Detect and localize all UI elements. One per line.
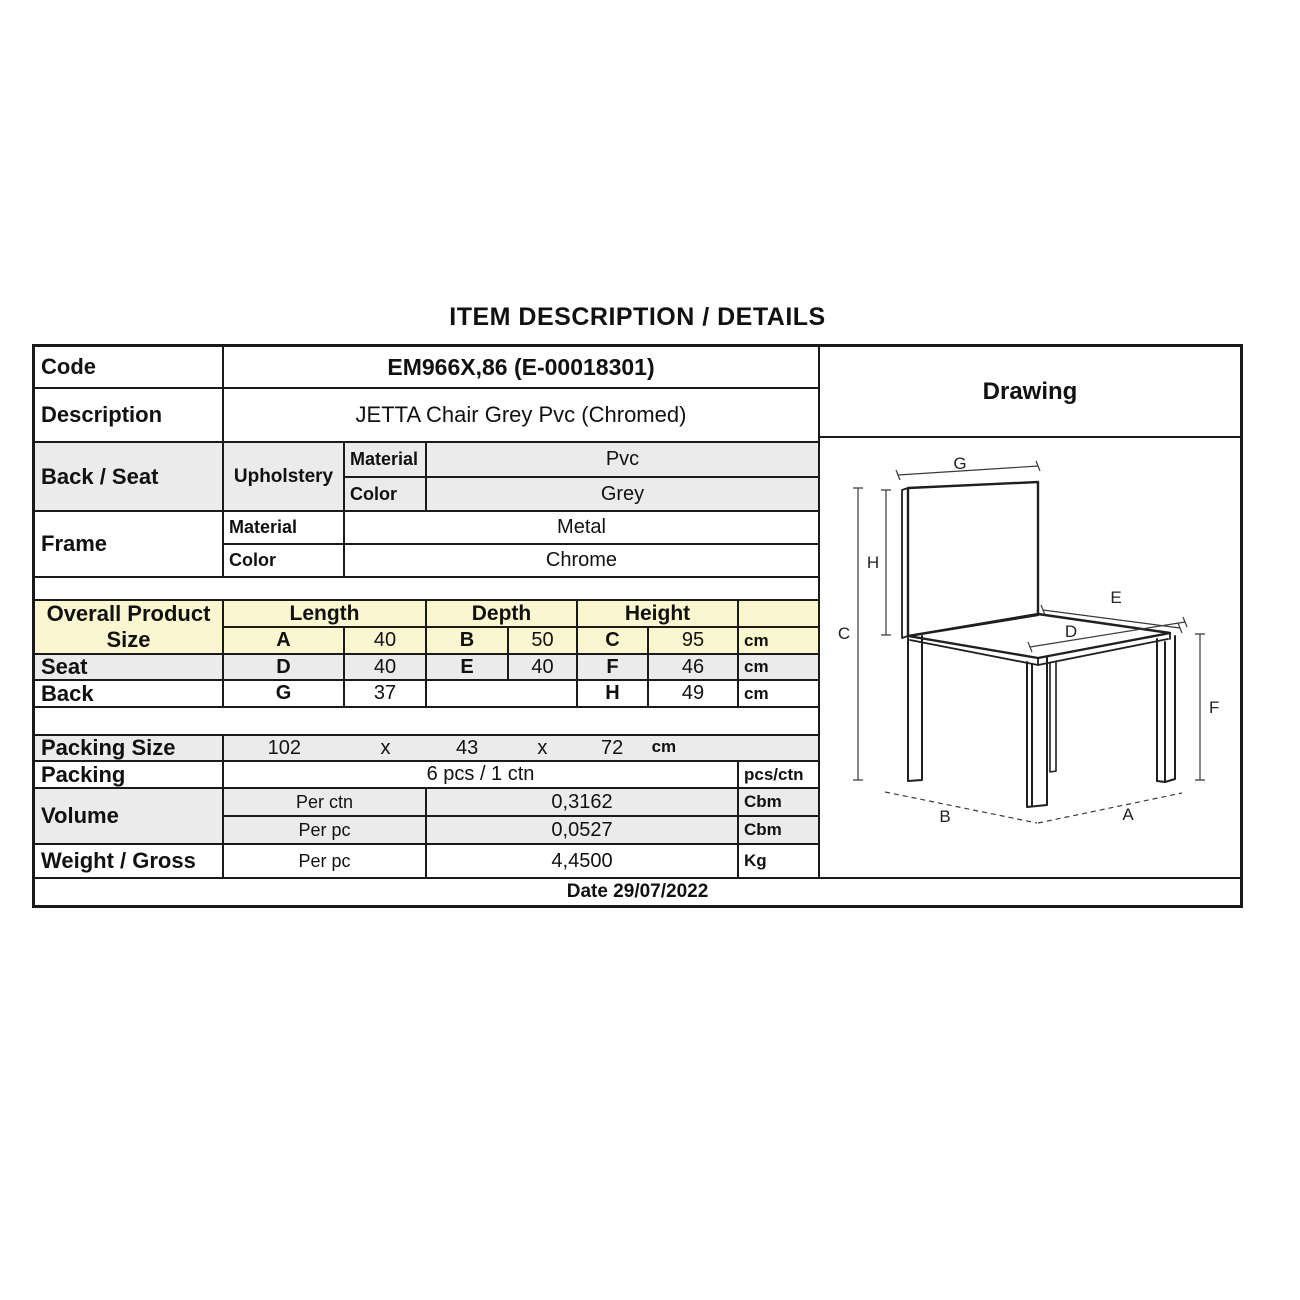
packing-size-v2: 43 bbox=[456, 736, 479, 759]
frame-color-label: Color bbox=[224, 545, 345, 578]
volume-label: Volume bbox=[35, 789, 224, 845]
dim-value: 46 bbox=[649, 655, 739, 681]
chair-drawing bbox=[820, 438, 1240, 872]
dim-key: C bbox=[578, 628, 649, 655]
height-header: Height bbox=[578, 601, 739, 628]
depth-header: Depth bbox=[427, 601, 578, 628]
dim-value: 40 bbox=[509, 655, 578, 681]
frame-label: Frame bbox=[35, 512, 224, 578]
frame-material-value: Metal bbox=[345, 512, 820, 545]
dim-label-e: E bbox=[1110, 588, 1122, 607]
packing-size-v3: 72 bbox=[601, 736, 624, 759]
volume-per-ctn-label: Per ctn bbox=[224, 789, 427, 817]
blank-cell bbox=[427, 681, 578, 708]
volume-per-pc-label: Per pc bbox=[224, 817, 427, 845]
seat-label: Seat bbox=[35, 655, 224, 681]
dim-label-f: F bbox=[1209, 698, 1220, 717]
spec-table bbox=[35, 347, 820, 877]
unit-cell: cm bbox=[739, 655, 820, 681]
overall-product-size-line1: Overall Product bbox=[46, 601, 211, 626]
unit-cell: cm bbox=[739, 681, 820, 708]
dim-key: E bbox=[427, 655, 509, 681]
upholstery-color-value: Grey bbox=[427, 478, 820, 512]
upholstery-material-label: Material bbox=[345, 443, 427, 478]
dim-label-a: A bbox=[1122, 805, 1134, 824]
dim-label-h: H bbox=[866, 553, 880, 572]
packing-size-x2: x bbox=[537, 736, 548, 759]
spacer-row bbox=[35, 708, 820, 736]
dim-value: 37 bbox=[345, 681, 427, 708]
weight-label: Weight / Gross bbox=[35, 845, 224, 877]
unit-cell: cm bbox=[739, 628, 820, 655]
upholstery-label: Upholstery bbox=[224, 443, 345, 512]
drawing-title: Drawing bbox=[820, 347, 1240, 438]
volume-per-pc-value: 0,0527 bbox=[427, 817, 739, 845]
packing-size-v1: 102 bbox=[267, 736, 301, 759]
drawing-panel bbox=[820, 347, 1240, 877]
upholstery-color-label: Color bbox=[345, 478, 427, 512]
code-value: EM966X,86 (E-00018301) bbox=[224, 347, 820, 389]
dim-key: H bbox=[578, 681, 649, 708]
packing-size-unit: cm bbox=[651, 736, 677, 756]
dim-value: 50 bbox=[509, 628, 578, 655]
code-label: Code bbox=[35, 347, 224, 389]
back-label: Back bbox=[35, 681, 224, 708]
sheet-main bbox=[35, 347, 1240, 877]
dim-value: 49 bbox=[649, 681, 739, 708]
length-header: Length bbox=[224, 601, 427, 628]
dim-label-g: G bbox=[953, 454, 967, 473]
unit-cell: Cbm bbox=[739, 789, 820, 817]
dim-label-d: D bbox=[1064, 622, 1078, 641]
dim-key: D bbox=[224, 655, 345, 681]
overall-product-size-line2: Size bbox=[106, 627, 151, 652]
dim-key: A bbox=[224, 628, 345, 655]
date-row: Date 29/07/2022 bbox=[35, 877, 1240, 905]
packing-label: Packing bbox=[35, 762, 224, 789]
upholstery-material-value: Pvc bbox=[427, 443, 820, 478]
dim-key: G bbox=[224, 681, 345, 708]
weight-per-label: Per pc bbox=[224, 845, 427, 877]
dim-key: F bbox=[578, 655, 649, 681]
description-value: JETTA Chair Grey Pvc (Chromed) bbox=[224, 389, 820, 443]
dim-key: B bbox=[427, 628, 509, 655]
overall-product-size-header bbox=[35, 601, 224, 655]
dim-value: 95 bbox=[649, 628, 739, 655]
frame-material-label: Material bbox=[224, 512, 345, 545]
page-title: ITEM DESCRIPTION / DETAILS bbox=[449, 303, 826, 331]
dim-value: 40 bbox=[345, 628, 427, 655]
spec-sheet bbox=[32, 344, 1243, 908]
packing-value: 6 pcs / 1 ctn bbox=[224, 762, 739, 789]
unit-header-blank bbox=[739, 601, 820, 628]
packing-size-x1: x bbox=[380, 736, 391, 759]
dim-label-c: C bbox=[837, 624, 851, 643]
frame-color-value: Chrome bbox=[345, 545, 820, 578]
dim-label-b: B bbox=[939, 807, 951, 826]
back-seat-label: Back / Seat bbox=[35, 443, 224, 512]
packing-size-values bbox=[224, 736, 820, 762]
description-label: Description bbox=[35, 389, 224, 443]
packing-size-label: Packing Size bbox=[35, 736, 224, 762]
unit-cell: Cbm bbox=[739, 817, 820, 845]
drawing-body bbox=[820, 438, 1240, 877]
spacer-row bbox=[35, 578, 820, 601]
dim-value: 40 bbox=[345, 655, 427, 681]
volume-per-ctn-value: 0,3162 bbox=[427, 789, 739, 817]
unit-cell: pcs/ctn bbox=[739, 762, 820, 789]
unit-cell: Kg bbox=[739, 845, 820, 877]
weight-value: 4,4500 bbox=[427, 845, 739, 877]
